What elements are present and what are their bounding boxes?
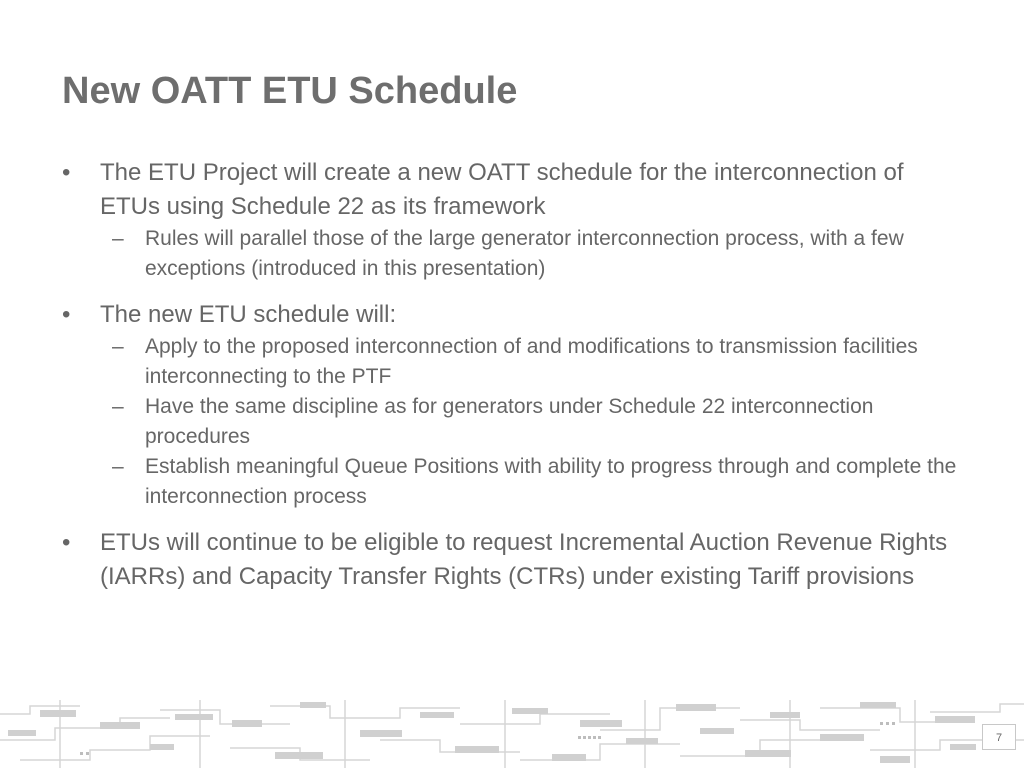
- sub-bullet-symbol: –: [112, 335, 124, 358]
- bullet-item: [62, 156, 962, 224]
- sub-bullet-symbol: –: [112, 455, 124, 478]
- bullet-symbol: •: [62, 301, 71, 328]
- slide-title: New OATT ETU Schedule: [62, 70, 518, 112]
- slide-body: [62, 156, 962, 594]
- circuit-footer-decoration: [0, 700, 1024, 768]
- sub-bullet-text: Have the same discipline as for generators under Schedule 22 interconnection procedures: [145, 395, 874, 448]
- sub-bullet-text: Rules will parallel those of the large generator interconnection process, with a few exceptions (introduced in this presentation): [145, 227, 904, 280]
- sub-bullet-text: Apply to the proposed interconnection of and modifications to transmission facilities interconnecting to the PTF: [145, 335, 918, 388]
- sub-bullet-item: [62, 224, 962, 284]
- bullet-symbol: •: [62, 159, 71, 186]
- bullet-item: [62, 526, 962, 594]
- bullet-item: [62, 298, 962, 332]
- bullet-symbol: •: [62, 529, 71, 556]
- sub-bullet-item: [62, 332, 962, 392]
- sub-bullet-item: [62, 452, 962, 512]
- bullet-text: ETUs will continue to be eligible to request Incremental Auction Revenue Rights (IARRs) and Capacity Transfer Rights (CTRs) under existing Tariff provisions: [100, 529, 948, 590]
- sub-bullet-item: [62, 392, 962, 452]
- sub-bullet-symbol: –: [112, 395, 124, 418]
- page-number: 7: [982, 724, 1016, 750]
- sub-bullet-symbol: –: [112, 227, 124, 250]
- bullet-text: The new ETU schedule will:: [100, 301, 397, 328]
- sub-bullet-text: Establish meaningful Queue Positions with ability to progress through and complete the interconnection process: [145, 455, 957, 508]
- bullet-text: The ETU Project will create a new OATT schedule for the interconnection of ETUs using Schedule 22 as its framework: [100, 159, 904, 220]
